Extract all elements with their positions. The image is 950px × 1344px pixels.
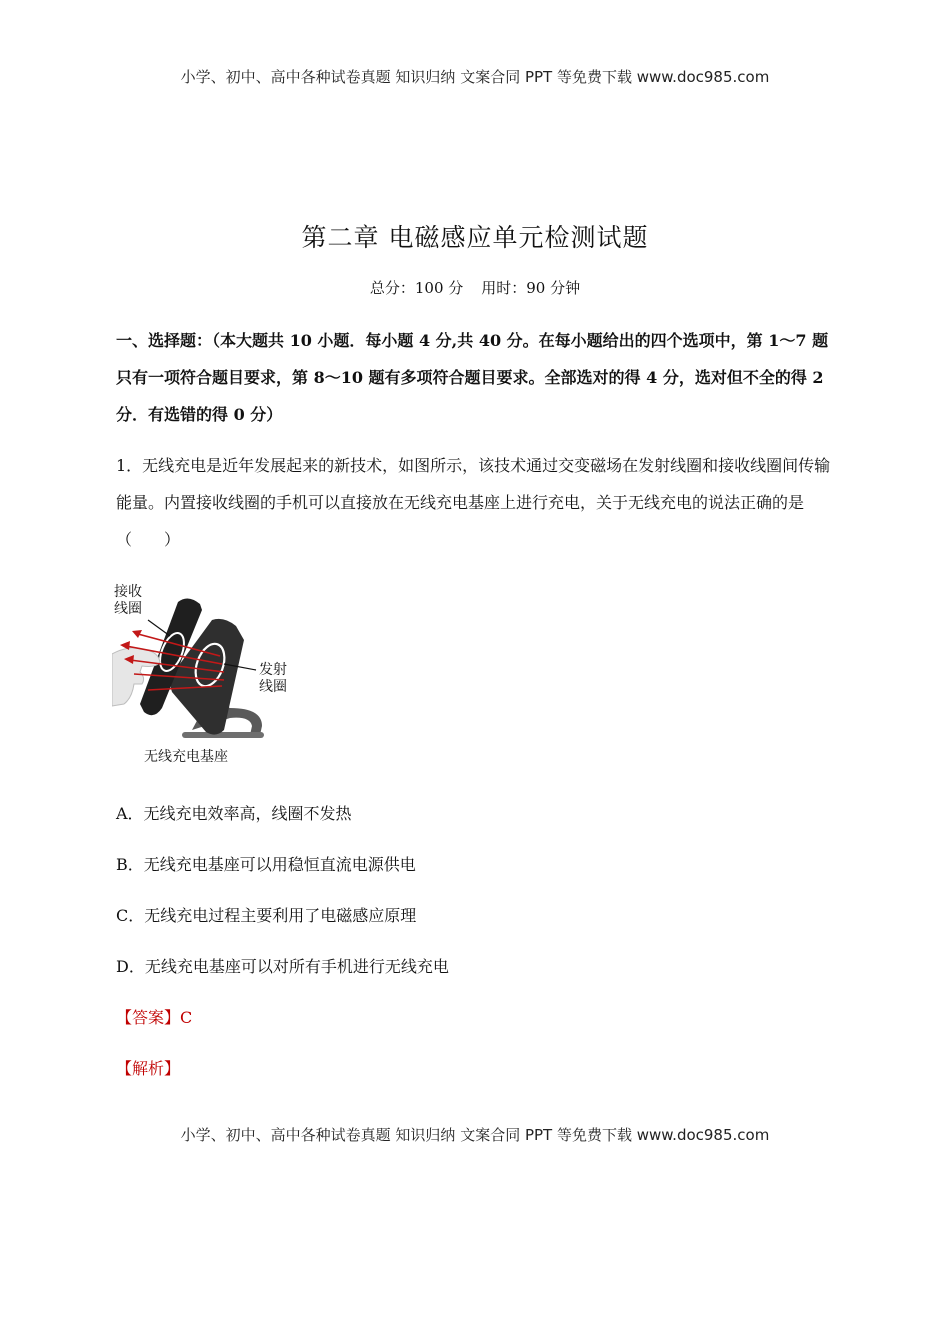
label-receive-line2: 线圈: [114, 601, 142, 617]
section-heading: 一、选择题：（本大题共 10 小题．每小题 4 分,共 40 分。在每小题给出的四个选项中，第 1～7 题只有一项符合题目要求，第 8～10 题有多项符合题目要求。全部选对的得 4 分，选对但不全的得 2 分．有选错的得 0 分）: [116, 331, 829, 424]
option-c: C．无线充电过程主要利用了电磁感应原理: [116, 906, 417, 925]
label-base: 无线充电基座: [144, 749, 228, 765]
exam-meta: [0, 277, 950, 298]
question-1-stem: 1．无线充电是近年发展起来的新技术，如图所示，该技术通过交变磁场在发射线圈和接收线圈间传输能量。内置接收线圈的手机可以直接放在无线充电基座上进行充电，关于无线充电的说法正确的是（ ）: [116, 456, 831, 549]
label-receive-line1: 接收: [114, 584, 142, 600]
charger-base-foot: [182, 732, 264, 738]
wireless-charger-figure: [112, 580, 302, 770]
analysis-label: 【解析】: [116, 1059, 181, 1078]
page-footer: 小学、初中、高中各种试卷真题 知识归纳 文案合同 PPT 等免费下载 www.doc985.com: [180, 1126, 770, 1144]
label-transmit-line2: 线圈: [259, 679, 287, 695]
label-transmit-line1: 发射: [259, 662, 287, 678]
option-d: D．无线充电基座可以对所有手机进行无线充电: [116, 957, 449, 976]
page-header: 小学、初中、高中各种试卷真题 知识归纳 文案合同 PPT 等免费下载 www.doc985.com: [180, 68, 770, 86]
option-a: A．无线充电效率高，线圈不发热: [116, 804, 352, 823]
page-title: 第二章 电磁感应单元检测试题: [301, 223, 649, 252]
answer-label: 【答案】C: [116, 1008, 193, 1027]
time-limit: 用时：90 分钟: [481, 279, 581, 297]
receive-coil-leader: [148, 620, 170, 636]
option-b: B．无线充电基座可以用稳恒直流电源供电: [116, 855, 416, 874]
total-score: 总分：100 分: [369, 279, 464, 297]
